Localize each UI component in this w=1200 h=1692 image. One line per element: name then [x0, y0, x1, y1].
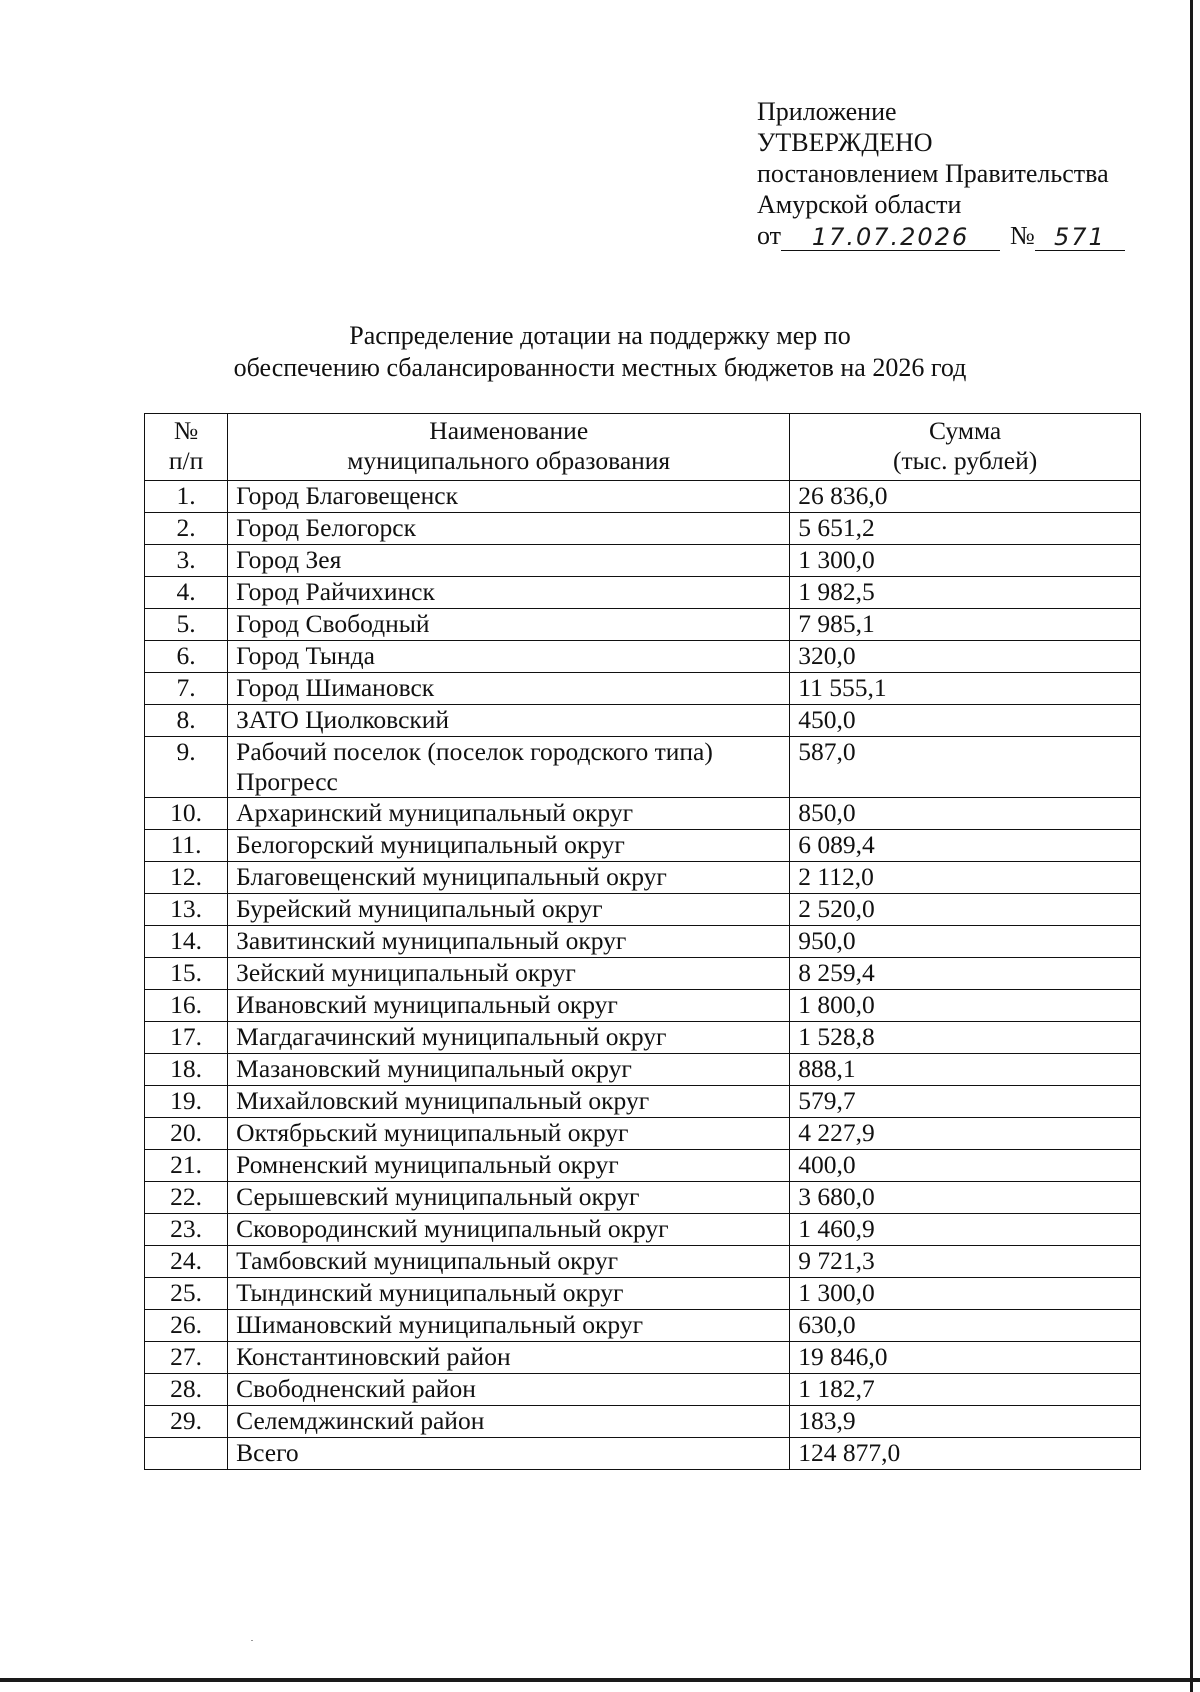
- approval-block: [757, 96, 1125, 251]
- amount-value: 450,0: [790, 705, 1141, 737]
- row-number: 26.: [145, 1310, 228, 1342]
- approval-approved-label: УТВЕРЖДЕНО: [757, 128, 933, 157]
- header-name: [228, 414, 790, 481]
- municipality-name: Город Благовещенск: [228, 481, 790, 513]
- table-row: [145, 673, 1141, 705]
- table-row: [145, 481, 1141, 513]
- municipality-name: Ромненский муниципальный округ: [228, 1150, 790, 1182]
- row-number: 8.: [145, 705, 228, 737]
- amount-value: 8 259,4: [790, 958, 1141, 990]
- amount-value: 1 300,0: [790, 1278, 1141, 1310]
- row-number: 9.: [145, 737, 228, 798]
- scan-border-bottom: [0, 1678, 1200, 1682]
- table-row: [145, 641, 1141, 673]
- amount-value: 950,0: [790, 926, 1141, 958]
- table-row: [145, 1278, 1141, 1310]
- table-row: [145, 1054, 1141, 1086]
- row-number: 11.: [145, 830, 228, 862]
- document-title-line-2: обеспечению сбалансированности местных бюджетов на 2026 год: [233, 353, 967, 382]
- municipality-name: ЗАТО Циолковский: [228, 705, 790, 737]
- row-number: 14.: [145, 926, 228, 958]
- amount-value: 6 089,4: [790, 830, 1141, 862]
- amount-value: 11 555,1: [790, 673, 1141, 705]
- table-row: [145, 830, 1141, 862]
- amount-value: 850,0: [790, 798, 1141, 830]
- municipality-name: Константиновский район: [228, 1342, 790, 1374]
- table-total-row: [145, 1438, 1141, 1470]
- table-row: [145, 1374, 1141, 1406]
- table-header-row: [145, 414, 1141, 481]
- municipality-name: Михайловский муниципальный округ: [228, 1086, 790, 1118]
- header-name-line-2: муниципального образования: [347, 446, 671, 475]
- header-sum-line-1: Сумма: [929, 416, 1002, 445]
- row-number: 24.: [145, 1246, 228, 1278]
- row-number: 28.: [145, 1374, 228, 1406]
- table-row: [145, 1086, 1141, 1118]
- row-number: 16.: [145, 990, 228, 1022]
- handwritten-number: 571: [1035, 224, 1125, 251]
- table-row: [145, 862, 1141, 894]
- approval-region-label: Амурской области: [757, 190, 962, 219]
- amount-value: 2 112,0: [790, 862, 1141, 894]
- total-label: Всего: [228, 1438, 790, 1470]
- amount-value: 4 227,9: [790, 1118, 1141, 1150]
- total-row-number: [145, 1438, 228, 1470]
- row-number: 12.: [145, 862, 228, 894]
- row-number: 25.: [145, 1278, 228, 1310]
- amount-value: 1 528,8: [790, 1022, 1141, 1054]
- table-row: [145, 705, 1141, 737]
- row-number: 3.: [145, 545, 228, 577]
- municipality-name: Город Райчихинск: [228, 577, 790, 609]
- row-number: 27.: [145, 1342, 228, 1374]
- table-row: [145, 1406, 1141, 1438]
- row-number: 22.: [145, 1182, 228, 1214]
- amount-value: 2 520,0: [790, 894, 1141, 926]
- amount-value: 1 460,9: [790, 1214, 1141, 1246]
- municipality-name: Ивановский муниципальный округ: [228, 990, 790, 1022]
- row-number: 19.: [145, 1086, 228, 1118]
- municipality-name: Бурейский муниципальный округ: [228, 894, 790, 926]
- amount-value: 587,0: [790, 737, 1141, 798]
- table-row: [145, 1342, 1141, 1374]
- document-title-line-1: Распределение дотации на поддержку мер по: [349, 321, 851, 350]
- row-number: 13.: [145, 894, 228, 926]
- header-sum-line-2: (тыс. рублей): [893, 446, 1038, 475]
- header-sum: [790, 414, 1141, 481]
- row-number: 6.: [145, 641, 228, 673]
- municipality-name: Завитинский муниципальный округ: [228, 926, 790, 958]
- table-row: [145, 513, 1141, 545]
- amount-value: 400,0: [790, 1150, 1141, 1182]
- municipality-name: Благовещенский муниципальный округ: [228, 862, 790, 894]
- approval-appendix-label: Приложение: [757, 97, 897, 126]
- row-number: 10.: [145, 798, 228, 830]
- amount-value: 9 721,3: [790, 1246, 1141, 1278]
- municipality-name: Город Свободный: [228, 609, 790, 641]
- amount-value: 3 680,0: [790, 1182, 1141, 1214]
- municipality-name: Архаринский муниципальный округ: [228, 798, 790, 830]
- amount-value: 7 985,1: [790, 609, 1141, 641]
- municipality-name: Свободненский район: [228, 1374, 790, 1406]
- row-number: 7.: [145, 673, 228, 705]
- table-row: [145, 1310, 1141, 1342]
- table-row: [145, 577, 1141, 609]
- scan-border-right: [1190, 0, 1193, 1692]
- row-number: 20.: [145, 1118, 228, 1150]
- municipality-name: Тындинский муниципальный округ: [228, 1278, 790, 1310]
- row-number: 5.: [145, 609, 228, 641]
- amount-value: 1 300,0: [790, 545, 1141, 577]
- municipality-name: Белогорский муниципальный округ: [228, 830, 790, 862]
- table-row: [145, 1214, 1141, 1246]
- approval-number-sign: №: [1010, 221, 1035, 250]
- row-number: 18.: [145, 1054, 228, 1086]
- table-row: [145, 1182, 1141, 1214]
- table-row: [145, 1022, 1141, 1054]
- table-row: [145, 958, 1141, 990]
- approval-date-number-line: [757, 220, 1125, 251]
- header-name-line-1: Наименование: [429, 416, 589, 445]
- distribution-table: [144, 413, 1141, 1470]
- amount-value: 320,0: [790, 641, 1141, 673]
- amount-value: 5 651,2: [790, 513, 1141, 545]
- row-number: 17.: [145, 1022, 228, 1054]
- amount-value: 26 836,0: [790, 481, 1141, 513]
- handwritten-date: 17.07.2026: [781, 224, 1000, 251]
- table-row: [145, 926, 1141, 958]
- municipality-name: Город Шимановск: [228, 673, 790, 705]
- table-body: [145, 481, 1141, 1470]
- scan-speck: [251, 1640, 253, 1641]
- header-num: [145, 414, 228, 481]
- table-row: [145, 990, 1141, 1022]
- municipality-name: Сковородинский муниципальный округ: [228, 1214, 790, 1246]
- municipality-name: Селемджинский район: [228, 1406, 790, 1438]
- header-num-line-2: п/п: [168, 446, 204, 475]
- table-row: [145, 609, 1141, 641]
- municipality-name: Город Белогорск: [228, 513, 790, 545]
- table-row: [145, 894, 1141, 926]
- amount-value: 888,1: [790, 1054, 1141, 1086]
- table-row: [145, 545, 1141, 577]
- amount-value: 19 846,0: [790, 1342, 1141, 1374]
- municipality-name: Мазановский муниципальный округ: [228, 1054, 790, 1086]
- municipality-name: Шимановский муниципальный округ: [228, 1310, 790, 1342]
- amount-value: 1 982,5: [790, 577, 1141, 609]
- row-number: 23.: [145, 1214, 228, 1246]
- table-row: [145, 1118, 1141, 1150]
- approval-from-label: от: [757, 221, 782, 250]
- row-number: 29.: [145, 1406, 228, 1438]
- municipality-name: Рабочий поселок (поселок городского типа) Прогресс: [228, 737, 790, 798]
- approval-resolution-label: постановлением Правительства: [757, 159, 1109, 188]
- municipality-name: Магдагачинский муниципальный округ: [228, 1022, 790, 1054]
- table-row: [145, 1150, 1141, 1182]
- municipality-name: Серышевский муниципальный округ: [228, 1182, 790, 1214]
- municipality-name: Город Тында: [228, 641, 790, 673]
- table-row: [145, 798, 1141, 830]
- row-number: 15.: [145, 958, 228, 990]
- header-num-line-1: №: [173, 416, 199, 445]
- table-row: [145, 1246, 1141, 1278]
- amount-value: 1 800,0: [790, 990, 1141, 1022]
- amount-value: 183,9: [790, 1406, 1141, 1438]
- amount-value: 630,0: [790, 1310, 1141, 1342]
- amount-value: 579,7: [790, 1086, 1141, 1118]
- municipality-name: Тамбовский муниципальный округ: [228, 1246, 790, 1278]
- row-number: 2.: [145, 513, 228, 545]
- row-number: 1.: [145, 481, 228, 513]
- amount-value: 1 182,7: [790, 1374, 1141, 1406]
- municipality-name: Город Зея: [228, 545, 790, 577]
- row-number: 21.: [145, 1150, 228, 1182]
- document-title: [0, 320, 1200, 384]
- table-row: [145, 737, 1141, 798]
- total-amount: 124 877,0: [790, 1438, 1141, 1470]
- row-number: 4.: [145, 577, 228, 609]
- municipality-name: Зейский муниципальный округ: [228, 958, 790, 990]
- municipality-name: Октябрьский муниципальный округ: [228, 1118, 790, 1150]
